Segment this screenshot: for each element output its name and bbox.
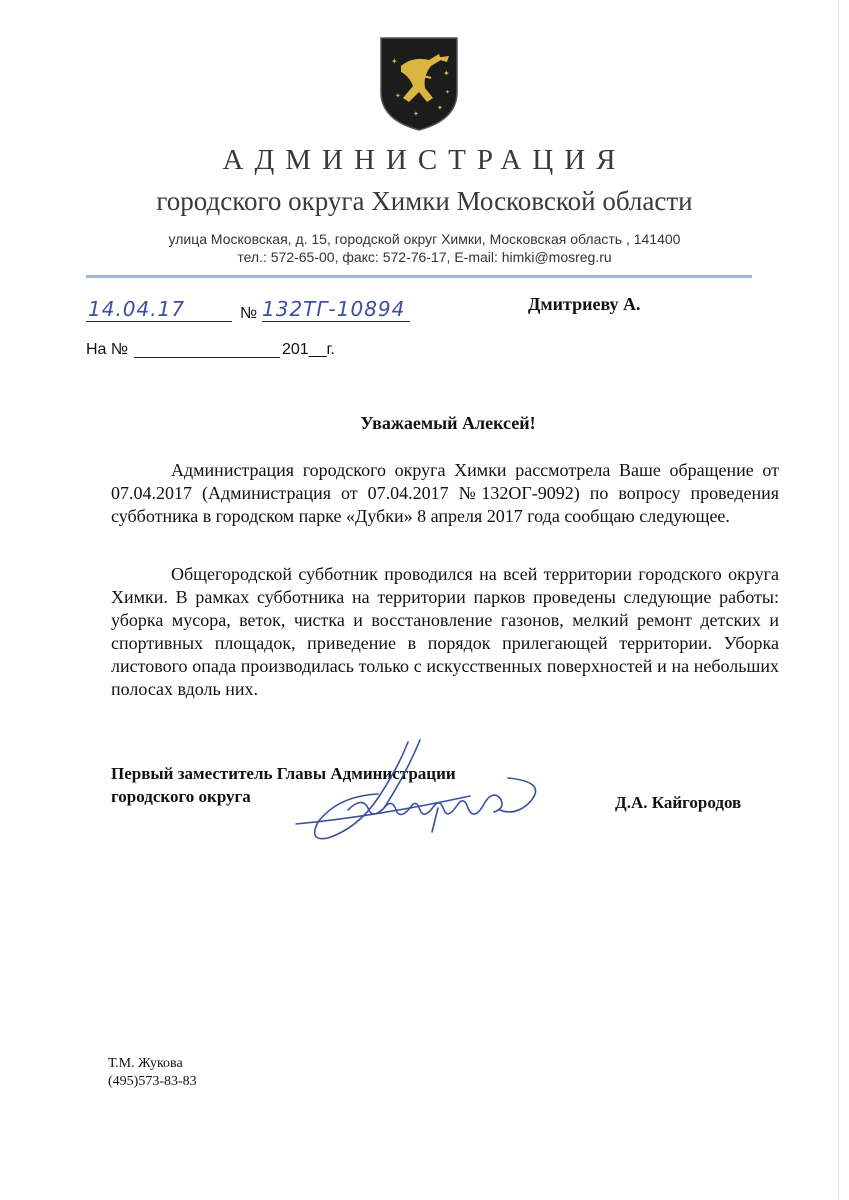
executor-name: Т.М. Жукова bbox=[108, 1056, 183, 1071]
address-line: улица Московская, д. 15, городской округ Химки, Московская область , 141400 bbox=[168, 231, 681, 247]
reply-label: На № bbox=[86, 341, 129, 358]
signatory-name: Д.А. Кайгородов bbox=[615, 793, 742, 812]
signatory-position-line-2: городского округа bbox=[111, 787, 251, 806]
handwritten-signature bbox=[288, 738, 553, 843]
svg-text:✦: ✦ bbox=[391, 57, 398, 66]
outgoing-date: 14.04.17 bbox=[88, 297, 186, 321]
outgoing-number: 132ТГ-10894 bbox=[262, 297, 406, 321]
body-paragraph-2: Общегородской субботник проводился на всей территории городского округа Химки. В рамках субботника на территории парков проведены следующие работы: уборка мусора, веток, чистка и восстановление газонов, мелкий ремонт детских и спортивных площадок, приведение в порядок прилегающей территории. Уборка листового опада производилась только с искусственных поверхностей и на небольших полосах вдоль них. bbox=[111, 564, 779, 699]
organization-title: АДМИНИСТРАЦИЯ bbox=[222, 144, 627, 176]
number-underline bbox=[262, 321, 410, 322]
organization-subtitle: городского округа Химки Московской области bbox=[156, 186, 693, 216]
greeting: Уважаемый Алексей! bbox=[360, 413, 536, 433]
number-label: № bbox=[240, 305, 258, 322]
reply-number-underline bbox=[134, 357, 280, 358]
executor-phone: (495)573-83-83 bbox=[108, 1074, 197, 1089]
contacts-line: тел.: 572-65-00, факс: 572-76-17, E-mail: himki@mosreg.ru bbox=[237, 249, 612, 265]
svg-text:✦: ✦ bbox=[437, 104, 443, 112]
addressee: Дмитриеву А. bbox=[528, 294, 641, 314]
signatory-position-line-1: Первый заместитель Главы Администрации bbox=[111, 764, 456, 783]
header-divider bbox=[86, 275, 752, 278]
executor-info bbox=[108, 1055, 197, 1091]
page-edge bbox=[838, 0, 839, 1200]
body-paragraph-1: Администрация городского округа Химки рассмотрела Ваше обращение от 07.04.2017 (Администрация от 07.04.2017 №132ОГ-9092) по вопросу проведения субботника в городском парке «Дубки» 8 апреля 2017 года сообщаю следующее. bbox=[111, 460, 779, 526]
svg-text:✦: ✦ bbox=[395, 92, 401, 100]
date-underline bbox=[86, 321, 232, 322]
svg-text:✦: ✦ bbox=[413, 110, 419, 118]
reply-year: 201__г. bbox=[282, 341, 335, 358]
svg-text:✦: ✦ bbox=[443, 69, 450, 78]
svg-text:✦: ✦ bbox=[445, 90, 451, 96]
coat-of-arms-emblem bbox=[379, 36, 459, 132]
